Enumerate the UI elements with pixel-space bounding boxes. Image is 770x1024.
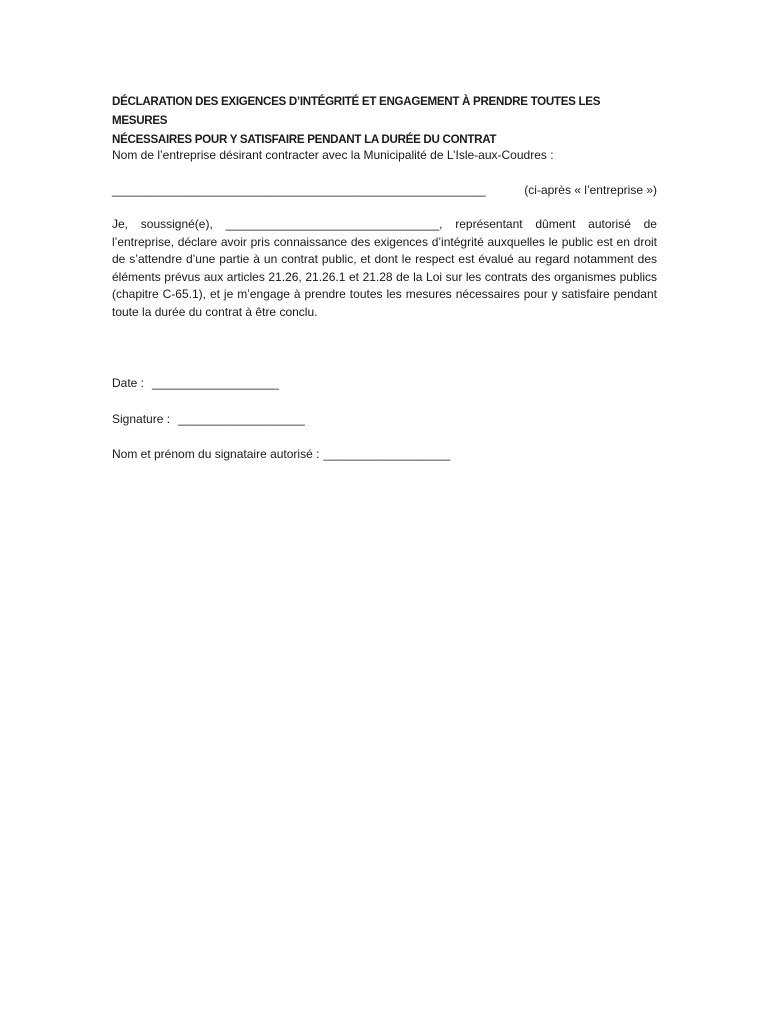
signature-blank[interactable]: ___________________ [178,412,305,426]
company-name-line [112,182,657,200]
date-blank[interactable]: ___________________ [152,376,279,390]
paragraph-rest: , représentant dûment autorisé de l’entreprise, déclare avoir pris connaissance des exigences d’intégrité auxquelles le public est en droit de s’attendre d’une partie à un contrat public, et dont le respect est évalué au regard notamment des éléments prévus aux articles 21.26, 21.26.1 et 21.28 de la Loi sur les contrats des organismes publics (chapitre C-65.1), et je m’engage à prendre toutes les mesures nécessaires pour y satisfaire pendant toute la durée du contrat à être conclu. [112,217,657,319]
signatory-name-label: Nom et prénom du signataire autorisé : [112,447,320,461]
engagement-paragraph [112,216,657,322]
signatory-full-name-blank[interactable]: ___________________ [323,447,451,461]
company-name-blank[interactable]: ________________________________________________________ [112,183,486,197]
company-name-suffix: (ci-après « l’entreprise ») [524,183,657,197]
document-title-line-2: NÉCESSAIRES POUR Y SATISFAIRE PENDANT LA DURÉE DU CONTRAT [112,133,497,146]
signatory-name-line [112,446,450,464]
date-line [112,375,279,393]
date-label: Date : [112,376,145,390]
signature-line [112,411,305,429]
signatory-name-blank[interactable]: ________________________________ [225,217,440,231]
document-title-line-1: DÉCLARATION DES EXIGENCES D’INTÉGRITÉ ET ENGAGEMENT À PRENDRE TOUTES LES MESURES [112,95,601,127]
declaration-page [112,92,657,461]
company-name-prompt: Nom de l’entreprise désirant contracter avec la Municipalité de L’Isle-aux-Coudres : [112,148,554,162]
signature-label: Signature : [112,412,171,426]
paragraph-start: Je, soussigné(e), [112,217,226,231]
